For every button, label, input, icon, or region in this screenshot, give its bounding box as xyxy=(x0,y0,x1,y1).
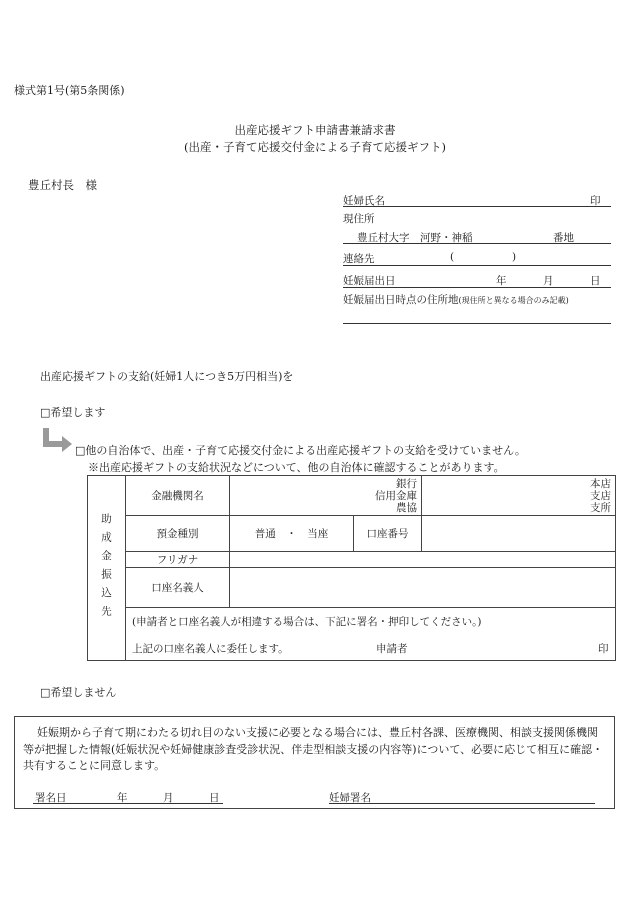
institution-name-label: 金融機関名 xyxy=(126,476,230,516)
page-title: 出産応援ギフト申請書兼請求書 xyxy=(234,123,396,137)
declaration-note: ※出産応援ギフトの支給状況などについて、他の自治体に確認することがあります。 xyxy=(88,461,505,474)
address-label: 現住所 xyxy=(343,213,375,225)
consent-box xyxy=(14,716,615,809)
account-holder-label: 口座名義人 xyxy=(126,568,230,608)
contact-field[interactable] xyxy=(343,265,611,266)
address-field[interactable] xyxy=(343,243,611,244)
branch-type-head: 本店 xyxy=(590,477,611,490)
pregnancy-year-label: 年 xyxy=(496,275,507,287)
sign-day-label: 日 xyxy=(209,792,220,804)
institution-type-agri-coop: 農協 xyxy=(396,501,417,514)
sign-date-label: 署名日 xyxy=(35,792,67,804)
transfer-destination-label: 助成金振込先 xyxy=(88,476,126,661)
contact-paren-close: ) xyxy=(512,251,517,263)
no-wish-checkbox[interactable]: □希望しません xyxy=(40,686,117,699)
signature-label: 妊婦署名 xyxy=(329,792,371,804)
pregnant-name-label: 妊婦氏名 xyxy=(343,195,385,207)
delegation-cell xyxy=(126,608,616,661)
arrow-right-icon xyxy=(42,428,74,452)
branch-type-office: 支所 xyxy=(590,501,611,514)
account-holder-field[interactable] xyxy=(230,568,616,608)
branch-name-field[interactable] xyxy=(422,476,616,516)
applicant-seal-mark: 印 xyxy=(598,643,609,655)
pregnancy-address-note: (現住所と異なる場合のみ記載) xyxy=(458,296,569,305)
pregnant-name-field[interactable] xyxy=(343,206,611,207)
bank-transfer-table xyxy=(87,475,616,661)
contact-label: 連絡先 xyxy=(343,253,375,265)
deposit-type-options[interactable]: 普通 ・ 当座 xyxy=(230,516,354,552)
wish-checkbox[interactable]: □希望します xyxy=(40,406,106,419)
delegate-text: 上記の口座名義人に委任します。 xyxy=(132,643,289,655)
branch-type-branch: 支店 xyxy=(590,489,611,502)
signature-field[interactable] xyxy=(329,803,595,804)
pregnancy-month-label: 月 xyxy=(543,275,554,287)
address-prefix: 豊丘村大字 河野・神稲 xyxy=(357,232,473,244)
page-subtitle: (出産・子育て応援交付金による子育て応援ギフト) xyxy=(184,140,446,154)
consent-text: 妊娠期から子育て期にわたる切れ目のない支援に必要となる場合には、豊丘村各課、医療機関、相談支援関係機関等が把握した情報(妊娠状況や妊婦健康診査受診状況、伴走型相談支援の内容等)について、必要に応じて相互に確認・共有することに同意します。 xyxy=(23,726,604,772)
deposit-type-label: 預金種別 xyxy=(126,516,230,552)
addressee: 豊丘村長 様 xyxy=(28,178,97,192)
form-number-label: 様式第1号(第5条関係) xyxy=(14,84,125,97)
furigana-field[interactable] xyxy=(230,552,616,568)
sign-date-field[interactable] xyxy=(33,803,223,804)
sign-month-label: 月 xyxy=(163,792,174,804)
pregnancy-address-field[interactable] xyxy=(343,323,611,324)
mismatch-note: (申請者と口座名義人が相違する場合は、下記に署名・押印してください。) xyxy=(132,616,482,628)
name-seal-mark: 印 xyxy=(590,195,601,207)
pregnancy-address-label: 妊娠届出日時点の住所地 xyxy=(343,294,459,306)
declaration-checkbox[interactable]: □他の自治体で、出産・子育て応援交付金による出産応援ギフトの支給を受けていません。 xyxy=(75,444,526,457)
applicant-label: 申請者 xyxy=(376,643,408,655)
account-number-field[interactable] xyxy=(422,516,616,552)
furigana-label: フリガナ xyxy=(126,552,230,568)
contact-paren-open: ( xyxy=(450,251,455,263)
institution-name-field[interactable] xyxy=(230,476,422,516)
gift-statement: 出産応援ギフトの支給(妊婦1人につき5万円相当)を xyxy=(40,370,294,383)
pregnancy-address-row xyxy=(343,292,569,307)
account-number-label: 口座番号 xyxy=(354,516,422,552)
institution-type-credit-union: 信用金庫 xyxy=(375,489,417,502)
pregnancy-day-label: 日 xyxy=(590,275,601,287)
address-suffix: 番地 xyxy=(553,232,574,244)
pregnancy-date-label: 妊娠届出日 xyxy=(343,275,396,287)
institution-type-bank: 銀行 xyxy=(396,477,417,490)
sign-year-label: 年 xyxy=(117,792,128,804)
pregnancy-date-field[interactable] xyxy=(343,287,611,288)
